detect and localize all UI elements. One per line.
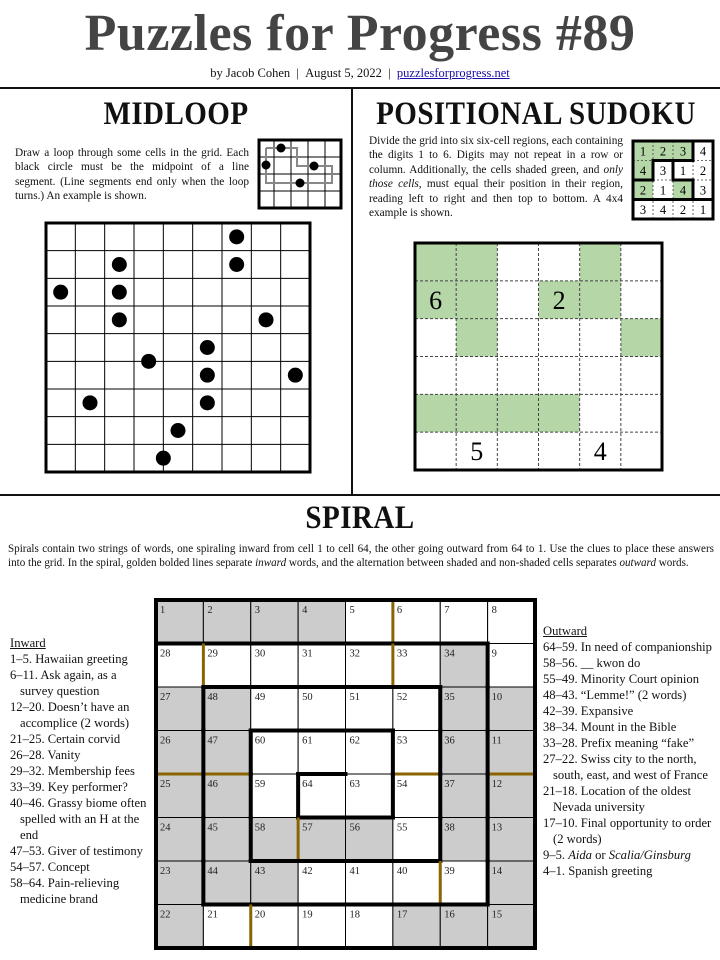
text-emphasis: inward <box>255 557 287 570</box>
outward-heading: Outward <box>543 624 588 638</box>
inward-clue: 40–46. Grassy biome often spelled with an H at the end <box>10 796 147 842</box>
cell-number: 41 <box>349 866 360 877</box>
sudoku-grid[interactable] <box>413 241 665 473</box>
text: Aida <box>568 848 592 862</box>
spiral-instructions <box>8 542 714 571</box>
cell-number: 40 <box>396 866 408 877</box>
green-cell <box>539 394 580 432</box>
inward-clue: 58–64. Pain-relieving medicine brand <box>10 876 120 906</box>
spiral-title: SPIRAL <box>305 500 415 536</box>
text: , must equal their position in their region, reading left to right and then top to bottom. A 4x4 example is shown. <box>369 178 624 220</box>
outward-clue: 38–34. Mount in the Bible <box>543 720 677 734</box>
cell-number: 8 <box>491 605 497 616</box>
cell-number: 9 <box>491 648 497 660</box>
cell-number: 15 <box>491 909 503 921</box>
cell-number: 56 <box>349 822 360 834</box>
cell-number: 24 <box>160 822 171 834</box>
outward-clue: 33–28. Prefix meaning “fake” <box>543 736 695 750</box>
cell-number: 64 <box>302 779 313 790</box>
text: Scalia/Ginsburg <box>608 848 691 862</box>
example-digit: 3 <box>639 202 647 217</box>
cell-number: 17 <box>396 909 408 921</box>
cell-number: 32 <box>349 648 360 660</box>
outward-clue: 17–10. Final opportunity to order (2 words) <box>543 816 712 846</box>
black-circle <box>112 285 127 300</box>
black-circle <box>141 354 156 369</box>
example-digit: 4 <box>699 144 707 159</box>
example-digit: 1 <box>699 202 707 217</box>
example-digit: 4 <box>679 183 687 198</box>
cell-number: 48 <box>207 692 218 703</box>
cell-number: 31 <box>302 648 313 660</box>
example-digit: 1 <box>639 144 647 159</box>
text-emphasis: only those cells <box>369 163 623 191</box>
cell-number: 63 <box>349 779 360 790</box>
example-digit: 3 <box>659 163 667 178</box>
inward-clue: 29–32. Membership fees <box>10 764 135 778</box>
green-cell <box>415 394 456 432</box>
cell-number: 53 <box>396 735 408 747</box>
text: Spirals contain two strings of words, one spiraling inward from cell 1 to cell 64, the other going outward from 64 to 1. Use the clues to place these answers into the grid. In the spiral, golden bolded lines separate <box>8 543 714 570</box>
example-digit: 2 <box>699 163 707 178</box>
black-circle <box>200 395 215 410</box>
given-digit: 5 <box>470 437 484 467</box>
cell-number: 59 <box>254 779 266 790</box>
website-link[interactable]: puzzlesforprogress.net <box>396 66 510 80</box>
black-circle <box>200 340 215 355</box>
outward-clue: 64–59. In need of companionship <box>543 640 712 654</box>
green-cell <box>580 281 621 319</box>
cell-number: 20 <box>254 909 266 921</box>
sudoku-example <box>631 139 717 221</box>
example-digit: 3 <box>699 183 707 198</box>
cell-number: 50 <box>302 692 313 703</box>
inward-clue: 21–25. Certain corvid <box>10 732 121 746</box>
outward-clue: 27–22. Swiss city to the north, south, east, and west of France <box>543 752 708 782</box>
green-cell <box>415 243 456 281</box>
black-circle <box>83 395 98 410</box>
sudoku-instructions <box>369 134 623 220</box>
cell-number: 44 <box>207 866 218 877</box>
text: Divide the grid into six six-cell regions, each containing the digits 1 to 6. Digits may not repeat in a row or column. Additionally, the cells shaded green, and <box>369 135 623 176</box>
example-digit: 3 <box>679 144 687 159</box>
green-cell <box>621 319 662 357</box>
cell-number: 51 <box>349 692 360 703</box>
example-digit: 1 <box>659 183 667 198</box>
inward-clue: 26–28. Vanity <box>10 748 81 762</box>
divider <box>351 87 353 495</box>
author: by Jacob Cohen <box>210 66 291 80</box>
cell-number: 46 <box>207 779 218 790</box>
black-circle <box>229 229 244 244</box>
midloop-title: MIDLOOP <box>103 96 249 132</box>
inward-clue: 47–53. Giver of testimony <box>10 844 143 858</box>
outward-clue: 42–39. Expansive <box>543 704 634 718</box>
cell-number: 27 <box>160 692 171 703</box>
cell-number: 35 <box>444 692 455 703</box>
example-digit: 1 <box>679 163 687 178</box>
black-circle <box>156 451 171 466</box>
cell-number: 12 <box>491 779 503 790</box>
cell-number: 54 <box>396 779 408 790</box>
cell-number: 28 <box>160 648 171 660</box>
black-circle <box>171 423 186 438</box>
cell-number: 34 <box>444 648 455 660</box>
cell-number: 47 <box>207 735 218 747</box>
cell-number: 55 <box>396 822 408 834</box>
midloop-example <box>257 138 343 210</box>
cell-number: 52 <box>396 692 408 703</box>
cell-number: 42 <box>302 866 313 877</box>
example-digit: 4 <box>639 163 647 178</box>
cell-number: 7 <box>444 605 450 616</box>
inward-clues <box>10 635 150 907</box>
cell-number: 4 <box>302 605 308 616</box>
cell-number: 6 <box>396 605 403 616</box>
black-circle <box>112 312 127 327</box>
cell-number: 23 <box>160 866 171 877</box>
cell-number: 5 <box>349 605 355 616</box>
cell-number: 61 <box>302 735 313 747</box>
text-emphasis: outward <box>619 557 657 570</box>
black-circle <box>288 368 303 383</box>
black-circle <box>53 285 68 300</box>
black-circle <box>112 257 127 272</box>
inward-clue: 54–57. Concept <box>10 860 90 874</box>
given-digit: 4 <box>593 437 607 467</box>
text: or <box>591 848 609 862</box>
cell-number: 26 <box>160 735 171 747</box>
cell-number: 62 <box>349 735 360 747</box>
divider <box>0 87 720 89</box>
spiral-grid[interactable] <box>154 598 538 952</box>
outward-clue: 4–1. Spanish greeting <box>543 864 653 878</box>
cell-number: 14 <box>491 866 503 877</box>
cell-number: 43 <box>254 866 266 877</box>
cell-number: 39 <box>444 866 455 877</box>
page-title: Puzzles for Progress #89 <box>84 5 636 62</box>
cell-number: 36 <box>444 735 455 747</box>
cell-number: 38 <box>444 822 455 834</box>
sudoku-title: POSITIONAL SUDOKU <box>376 96 696 132</box>
cell-number: 60 <box>254 735 266 747</box>
cell-number: 1 <box>160 605 166 616</box>
cell-number: 29 <box>207 648 218 660</box>
text: words. <box>656 557 689 570</box>
cell-number: 33 <box>396 648 408 660</box>
green-cell <box>456 319 497 357</box>
cell-number: 16 <box>444 909 455 921</box>
example-digit: 2 <box>639 183 647 198</box>
text: 9–5. <box>543 848 569 862</box>
outward-clues <box>543 623 720 879</box>
green-cell <box>456 281 497 319</box>
cell-number: 58 <box>254 822 266 834</box>
separator: | <box>296 66 299 80</box>
inward-heading: Inward <box>10 636 46 650</box>
cell-number: 25 <box>160 779 171 790</box>
example-digit: 2 <box>659 144 667 159</box>
midloop-instructions: Draw a loop through some cells in the grid. Each black circle must be the midpoint of a line segment. (Line segments end only when the loop turns.) An example is shown. <box>15 147 249 203</box>
text: words, and the alternation between shaded and non-shaded cells separates <box>286 557 620 570</box>
cell-number: 10 <box>491 692 503 703</box>
outward-clue: 55–49. Minority Court opinion <box>543 672 700 686</box>
example-digit: 2 <box>679 202 687 217</box>
black-circle <box>200 368 215 383</box>
separator: | <box>388 66 391 80</box>
cell-number: 13 <box>491 822 503 834</box>
cell-number: 11 <box>491 735 502 747</box>
outward-clue: 21–18. Location of the oldest Nevada university <box>543 784 691 814</box>
cell-number: 30 <box>254 648 266 660</box>
green-cell <box>580 243 621 281</box>
given-digit: 2 <box>552 285 566 315</box>
cell-number: 45 <box>207 822 218 834</box>
green-cell <box>456 243 497 281</box>
cell-number: 3 <box>254 605 260 616</box>
inward-clue: 1–5. Hawaiian greeting <box>10 652 128 666</box>
outward-clue: 58–56. __ kwon do <box>543 656 641 670</box>
cell-number: 57 <box>302 822 313 834</box>
inward-clue: 12–20. Doesn’t have an accomplice (2 words) <box>10 700 130 730</box>
cell-number: 2 <box>207 605 213 616</box>
outward-clue: 48–43. “Lemme!” (2 words) <box>543 688 687 702</box>
example-digit: 4 <box>659 202 667 217</box>
date: August 5, 2022 <box>305 66 382 80</box>
black-circle <box>259 312 274 327</box>
black-circle <box>229 257 244 272</box>
cell-number: 22 <box>160 909 171 921</box>
inward-clue: 6–11. Ask again, as a survey question <box>10 668 117 698</box>
cell-number: 19 <box>302 909 313 921</box>
cell-number: 21 <box>207 909 218 921</box>
outward-clue <box>543 847 720 863</box>
byline <box>0 66 720 81</box>
cell-number: 49 <box>254 692 266 703</box>
cell-number: 37 <box>444 779 455 790</box>
green-cell <box>497 394 538 432</box>
given-digit: 6 <box>429 285 443 315</box>
midloop-grid[interactable] <box>44 221 312 474</box>
inward-clue: 33–39. Key performer? <box>10 780 128 794</box>
green-cell <box>456 394 497 432</box>
cell-number: 18 <box>349 909 360 921</box>
divider <box>0 494 720 496</box>
